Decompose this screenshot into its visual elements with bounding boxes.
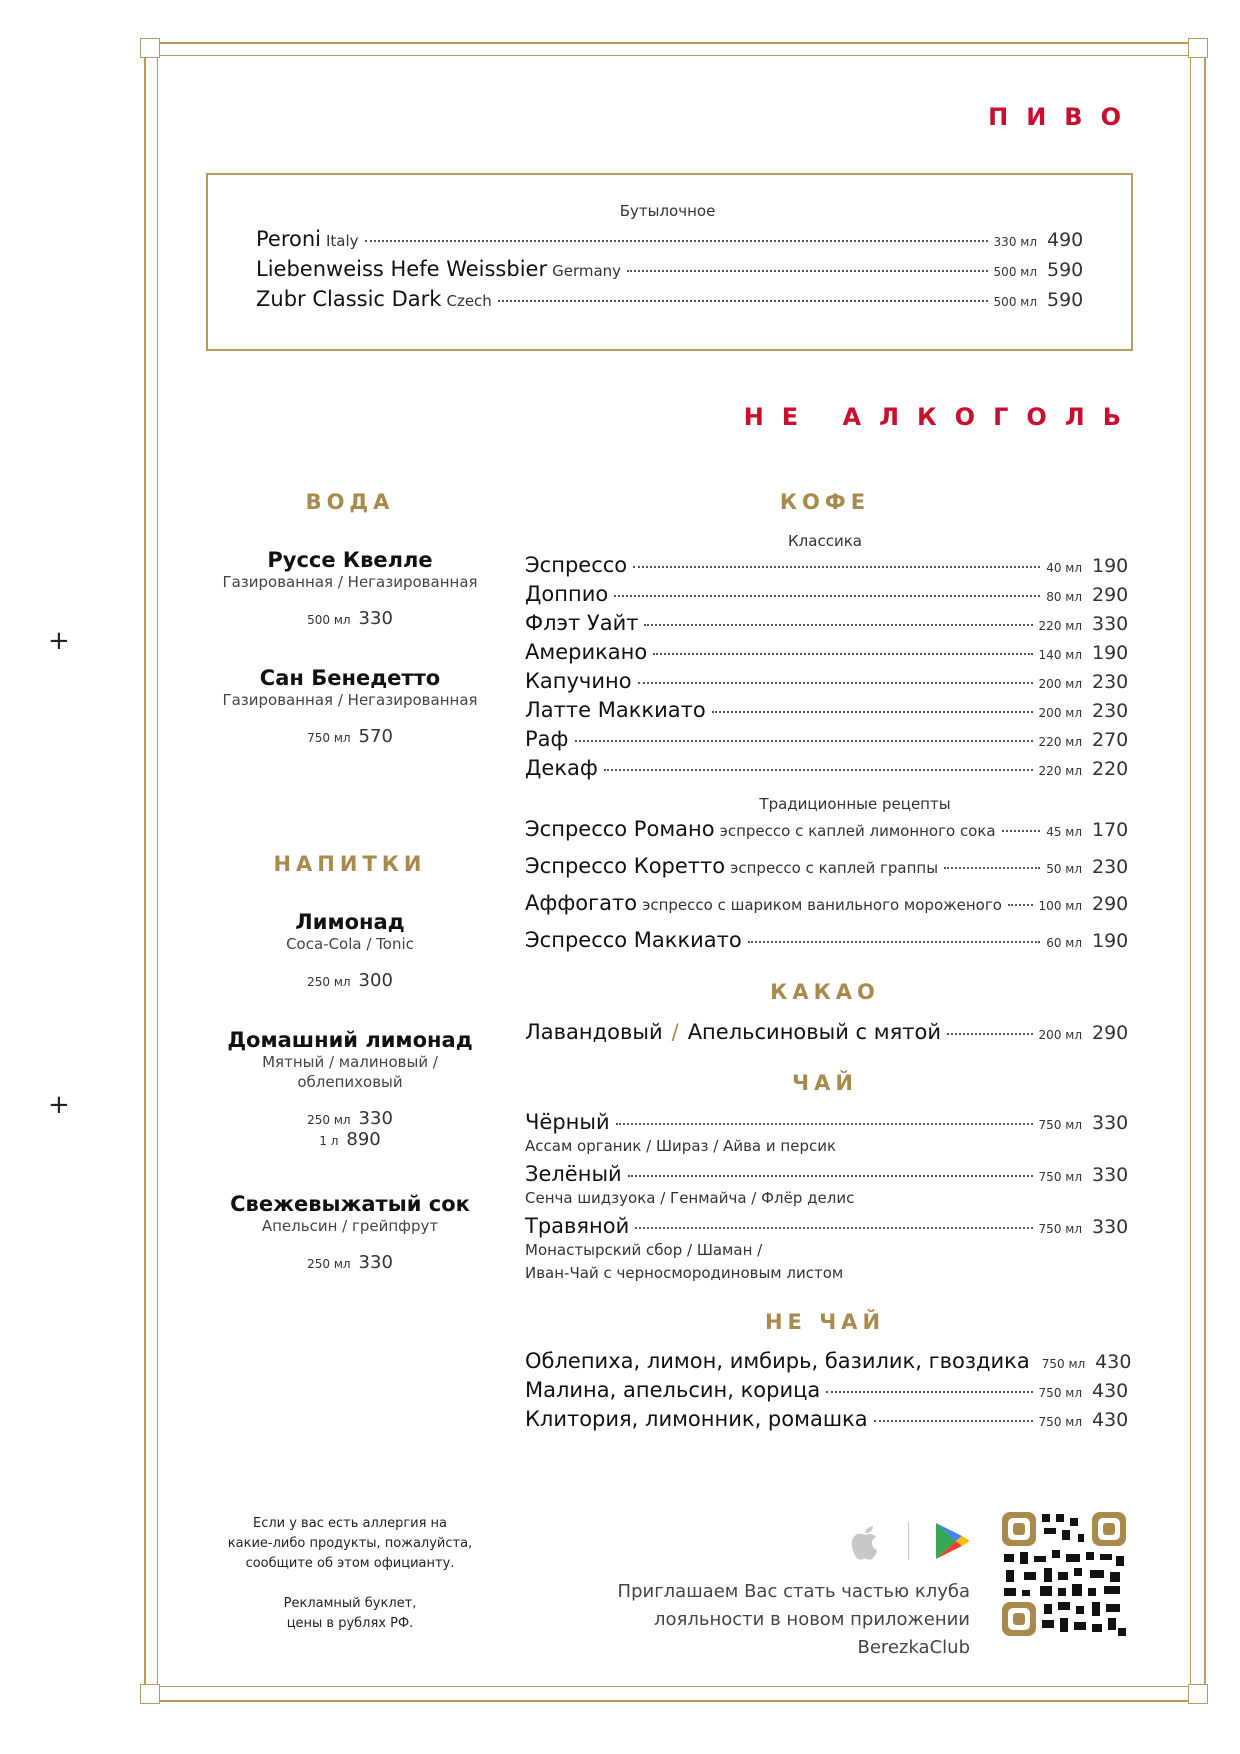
item-name: Эспрессо [525,553,628,577]
item-price: 590 [1047,259,1084,281]
frame-corner [1188,38,1208,58]
item-price: 230 [1092,671,1129,693]
item-origin: Czech [446,292,492,310]
item-name: Сан Бенедетто [259,666,441,690]
separator-slash: / [671,1020,679,1044]
menu-row [525,1214,1129,1238]
item-price: 290 [1092,1022,1129,1044]
item-price: 230 [1092,700,1129,722]
item-volume: 750 мл [1038,1118,1082,1132]
leader-dots [604,769,1033,771]
menu-row [525,669,1129,693]
leader-dots [874,1420,1033,1422]
drinks-item [205,1028,495,1150]
promo-line: цены в рублях РФ. [286,1616,414,1631]
item-volume: 750 мл [1038,1415,1082,1429]
drinks-item [205,910,495,991]
menu-row [525,1110,1129,1134]
menu-row [525,854,1129,878]
item-desc: Апельсин / грейпфрут [261,1217,439,1235]
invite-line: лояльности в новом приложении BerezkaClub [654,1609,970,1658]
item-name: Руссе Квелле [267,548,433,572]
item-name: Облепиха, лимон, имбирь, базилик, гвоздика [525,1349,1030,1373]
item-volume: 250 мл [307,975,351,989]
item-price: 890 [346,1129,381,1150]
item-volume: 330 мл [993,235,1037,249]
item-name: Домашний лимонад [227,1028,473,1052]
item-price: 330 [358,1252,393,1273]
item-name: Эспрессо Романо [525,817,715,841]
loyalty-invite [540,1578,970,1662]
item-name: Аффогато [525,891,638,915]
menu-row [525,582,1129,606]
item-price: 330 [1092,613,1129,635]
leader-dots [575,740,1033,742]
item-name: Флэт Уайт [525,611,639,635]
item-name: Чёрный [525,1110,610,1134]
leader-dots [653,653,1032,655]
item-price: 590 [1047,289,1084,311]
item-name: Лимонад [295,910,405,934]
item-volume: 250 мл [307,1257,351,1271]
leader-dots [627,270,988,272]
leader-dots [1008,904,1033,906]
menu-row [525,756,1129,780]
item-price: 570 [358,726,393,747]
allergy-line: какие-либо продукты, пожалуйста, [227,1536,473,1551]
menu-row [525,611,1129,635]
item-volume: 1 л [319,1134,339,1148]
item-name: Латте Маккиато [525,698,706,722]
item-name: Зелёный [525,1162,622,1186]
non-alcohol-title: НЕ АЛКОГОЛЬ [743,403,1139,431]
allergy-note [205,1514,495,1574]
item-price: 330 [1092,1112,1129,1134]
item-price: 270 [1092,729,1129,751]
invite-line: Приглашаем Вас стать частью клуба [617,1581,970,1602]
menu-row [525,1407,1129,1431]
item-volume: 500 мл [307,613,351,627]
item-price: 220 [1092,758,1129,780]
item-price: 190 [1092,642,1129,664]
menu-row [525,817,1129,841]
item-volume: 200 мл [1038,706,1082,720]
leader-dots [616,1123,1033,1125]
allergy-line: Если у вас есть аллергия на [252,1516,448,1531]
item-name: Раф [525,727,569,751]
item-volume: 60 мл [1046,936,1082,950]
item-volume: 750 мл [307,731,351,745]
item-name: Малина, апельсин, корица [525,1378,821,1402]
item-volume: 45 мл [1046,825,1082,839]
item-price: 330 [1092,1216,1129,1238]
menu-row [525,1349,1132,1373]
leader-dots [748,941,1040,943]
leader-dots [614,595,1040,597]
frame-corner [1188,1684,1208,1704]
item-price: 290 [1092,893,1129,915]
tea-varieties: Ассам органик / Шираз / Айва и персик [525,1137,837,1155]
item-price-line [205,970,495,991]
menu-row [525,1020,1129,1044]
item-origin: Italy [326,232,359,250]
promo-note [205,1594,495,1634]
cocoa-title: КАКАО [770,980,880,1004]
item-volume: 220 мл [1038,764,1082,778]
item-name: Травяной [525,1214,630,1238]
water-item [205,666,495,747]
item-price-line [205,726,495,747]
frame-corner [140,38,160,58]
menu-row [525,640,1129,664]
item-price: 430 [1092,1380,1129,1402]
item-name: Эспрессо Маккиато [525,928,742,952]
item-price: 490 [1047,229,1084,251]
menu-row [256,287,1084,311]
item-price-line [205,608,495,629]
item-volume: 80 мл [1046,590,1082,604]
allergy-line: сообщите об этом официанту. [245,1556,455,1571]
not-tea-title: НЕ ЧАЙ [764,1310,886,1334]
water-title: ВОДА [305,490,395,514]
leader-dots [947,1033,1033,1035]
item-price: 330 [1092,1164,1129,1186]
drinks-title: НАПИТКИ [273,852,427,876]
item-name: Доппио [525,582,609,606]
google-play-icon[interactable] [932,1521,972,1561]
item-price: 290 [1092,584,1129,606]
item-desc: Мятный / малиновый / облепиховый [262,1053,438,1091]
leader-dots [635,1227,1032,1229]
coffee-classic-caption: Классика [788,532,862,550]
item-price: 190 [1092,930,1129,952]
leader-dots [628,1175,1033,1177]
leader-dots [498,300,988,302]
menu-row [256,257,1084,281]
leader-dots [944,867,1040,869]
item-volume: 750 мл [1038,1170,1082,1184]
leader-dots [365,240,988,242]
item-desc: эспрессо с шариком ванильного мороженого [642,896,1002,914]
item-volume: 40 мл [1046,561,1082,575]
item-volume: 750 мл [1041,1357,1086,1371]
coffee-traditional-caption: Традиционные рецепты [759,795,951,813]
item-desc: Газированная / Негазированная [222,573,478,591]
tea-title: ЧАЙ [792,1071,858,1095]
item-volume: 100 мл [1038,899,1082,913]
item-desc: эспрессо с каплей лимонного сока [719,822,996,840]
item-price-line [205,1252,495,1273]
menu-row [525,891,1129,915]
item-price: 330 [358,1108,393,1129]
crop-mark: + [48,1090,70,1120]
item-name: Капучино [525,669,632,693]
item-price: 330 [358,608,393,629]
item-price: 190 [1092,555,1129,577]
item-volume: 200 мл [1038,677,1082,691]
leader-dots [826,1391,1032,1393]
item-volume: 50 мл [1046,862,1082,876]
frame-corner [140,1684,160,1704]
apple-icon[interactable] [845,1520,885,1564]
qr-code[interactable] [1000,1510,1128,1638]
item-name: Апельсиновый с мятой [687,1020,941,1044]
tea-varieties: Сенча шидзуока / Генмайча / Флёр делис [525,1189,855,1207]
leader-dots [638,682,1033,684]
tea-varieties: Монастырский сбор / Шаман / [525,1241,763,1259]
item-price: 430 [1095,1351,1132,1373]
coffee-title: КОФЕ [779,490,871,514]
crop-mark: + [48,626,70,656]
item-desc: Coca-Cola / Tonic [286,935,414,953]
leader-dots [712,711,1033,713]
item-name: Декаф [525,756,598,780]
item-volume: 250 мл [307,1113,351,1127]
item-name: Peroni [256,227,321,251]
menu-row [525,928,1129,952]
item-name: Свежевыжатый сок [230,1192,470,1216]
item-name: Лавандовый [525,1020,663,1044]
beer-caption: Бутылочное [619,202,716,220]
item-volume: 140 мл [1038,648,1082,662]
item-price-line [205,1129,495,1150]
leader-dots [1002,830,1041,832]
item-volume: 500 мл [993,295,1037,309]
item-desc: эспрессо с каплей граппы [730,859,939,877]
item-name: Американо [525,640,648,664]
leader-dots [644,624,1032,626]
item-volume: 750 мл [1038,1222,1082,1236]
item-name: Клитория, лимонник, ромашка [525,1407,868,1431]
divider [908,1522,909,1560]
item-volume: 750 мл [1038,1386,1082,1400]
beer-title: ПИВО [988,103,1139,131]
item-price: 430 [1092,1409,1129,1431]
item-volume: 220 мл [1038,619,1082,633]
item-name: Liebenweiss Hefe Weissbier [256,257,548,281]
menu-row [525,553,1129,577]
item-volume: 220 мл [1038,735,1082,749]
item-price-line [205,1108,495,1129]
water-item [205,548,495,629]
item-origin: Germany [552,262,622,280]
item-price: 300 [358,970,393,991]
item-desc: Газированная / Негазированная [222,691,478,709]
promo-line: Рекламный буклет, [283,1596,417,1611]
menu-row [256,227,1084,251]
item-volume: 500 мл [993,265,1037,279]
menu-row [525,1162,1129,1186]
leader-dots [633,566,1040,568]
item-price: 170 [1092,819,1129,841]
menu-row [525,698,1129,722]
item-name: Zubr Classic Dark [256,287,442,311]
item-price: 230 [1092,856,1129,878]
tea-varieties: Иван-Чай с черносмородиновым листом [525,1264,844,1282]
menu-row [525,1378,1129,1402]
drinks-item [205,1192,495,1273]
item-name: Эспрессо Коретто [525,854,726,878]
menu-row [525,727,1129,751]
item-volume: 200 мл [1038,1028,1082,1042]
